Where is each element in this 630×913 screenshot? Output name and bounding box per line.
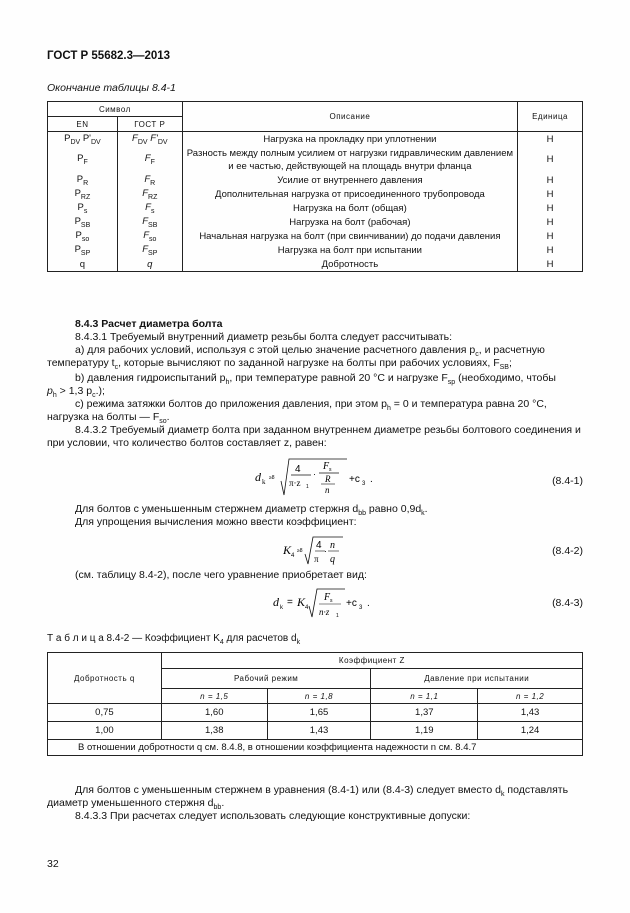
col-en: EN — [48, 117, 118, 132]
page-number: 32 — [47, 858, 59, 870]
col-work: Рабочий режим — [161, 669, 371, 689]
svg-text:k: k — [280, 605, 283, 611]
equation-8-4-3 — [273, 586, 373, 623]
document-header: ГОСТ Р 55682.3—2013 — [47, 50, 171, 62]
col-q: Добротность q — [48, 653, 162, 704]
svg-text:F: F — [323, 461, 330, 472]
table-row: $P_{SP}$ $F_{SP}$ Нагрузка на болт при испытании Н — [48, 243, 583, 257]
svg-text:.: . — [367, 598, 370, 609]
svg-text:.: . — [370, 474, 373, 485]
col-test: Давление при испытании — [371, 669, 583, 689]
paragraph-cont: при условии, что количество болтов составляет z, равен: — [47, 437, 327, 449]
paragraph: 8.4.3.3 При расчетах следует использовать следующие конструктивные допуски: — [75, 810, 471, 822]
table-row: $P_{so}$ $F_{so}$ Начальная нагрузка на болт (при свинчивании) до подачи давления Н — [48, 229, 583, 243]
svg-text:K: K — [283, 543, 292, 557]
svg-text:n: n — [325, 485, 330, 495]
svg-text:4: 4 — [305, 605, 309, 611]
svg-text:1: 1 — [336, 613, 339, 619]
svg-text:4: 4 — [316, 540, 322, 551]
table-row: 1,00 1,38 1,43 1,19 1,24 — [48, 722, 583, 740]
paragraph: а) для рабочих условий, используя с этой целью значение расчетного давления $p_c$, и расчетную — [75, 344, 545, 359]
table-caption: Т а б л и ц а 8.4-2 — Коэффициент $K_4$ для расчетов $d_k$ — [47, 633, 301, 646]
svg-text:d: d — [273, 595, 279, 609]
section-heading: 8.4.3 Расчет диаметра болта — [75, 318, 223, 330]
equation-8-4-2 — [283, 534, 353, 571]
col-coef: Коэффициент Z — [161, 653, 582, 669]
svg-text:·: · — [324, 546, 327, 556]
table-row: q q Добротность Н — [48, 257, 583, 272]
table-row: $P_R$ $F_R$ Усилие от внутреннего давления Н — [48, 173, 583, 187]
col-description: Описание — [182, 102, 517, 132]
equation-number: (8.4-1) — [552, 475, 583, 487]
equation-8-4-1 — [255, 455, 375, 504]
paragraph: 8.4.3.2 Требуемый диаметр болта при заданном внутреннем диаметре резьбы болтового соединения и — [75, 424, 581, 436]
table-note: В отношении добротности q см. 8.4.8, в отношении коэффициента надежности n см. 8.4.7 — [48, 740, 583, 756]
svg-text:R: R — [325, 474, 331, 484]
svg-text:n: n — [330, 540, 335, 551]
paragraph: (см. таблицу 8.4-2), после чего уравнение приобретает вид: — [75, 569, 367, 581]
paragraph: Для болтов с уменьшенным стержнем диаметр стержня $d_{bb}$ равно $0,9d_k$. — [75, 503, 428, 518]
paragraph-cont: $p_h > 1,3$ $p_c$.); — [47, 385, 105, 400]
table-row: $P_F$ $F_F$ Разность между полным усилием от нагрузки гидравлическим давлением и ее частью, действующей на площадь внутри фланца Н — [48, 146, 583, 173]
symbols-table — [47, 101, 583, 272]
paragraph: b) давления гидроиспытаний $p_h$, при температуре равной 20 °С и нагрузке $F_{sp}$ (необходимо, чтобы — [75, 372, 556, 387]
paragraph: 8.4.3.1 Требуемый внутренний диаметр резьбы болта следует рассчитывать: — [75, 331, 453, 343]
svg-text:+c: +c — [349, 474, 360, 485]
equation-number: (8.4-2) — [552, 545, 583, 557]
svg-text:π: π — [314, 554, 319, 564]
svg-text:1: 1 — [306, 484, 309, 490]
svg-text:π·z: π·z — [289, 478, 301, 488]
svg-text:≥8: ≥8 — [269, 475, 275, 481]
paragraph: Для болтов с уменьшенным стержнем в уравнения (8.4-1) или (8.4-3) следует вместо $d_k$ подставлять — [75, 784, 569, 799]
equation-number: (8.4-3) — [552, 597, 583, 609]
coefficient-table: Добротность q Коэффициент Z Рабочий режим Давление при испытании n = 1,5 n = 1,8 n = 1,1 n = 1,2 0,75 1,60 1,65 1,37 1,43 1,00 1,38 1,43 1,19 1,24 В отношении добротности q см. 8.4.8, в отношении коэффициента надежности n см. 8.4.7 — [47, 652, 583, 756]
col-symbol: Символ — [48, 102, 183, 117]
svg-text:3: 3 — [362, 481, 366, 487]
svg-text:n·z: n·z — [319, 607, 330, 617]
paragraph-cont: диаметр уменьшенного стержня $d_{bb}$. — [47, 797, 225, 812]
table-row: 0,75 1,60 1,65 1,37 1,43 — [48, 704, 583, 722]
table-row: $P_{SB}$ $F_{SB}$ Нагрузка на болт (рабочая) Н — [48, 215, 583, 229]
col-unit: Единица — [518, 102, 583, 132]
svg-text:≥8: ≥8 — [297, 548, 303, 554]
svg-text:K: K — [297, 595, 306, 609]
svg-text:F: F — [324, 592, 331, 603]
svg-text:d: d — [255, 470, 261, 484]
svg-text:+c: +c — [346, 598, 357, 609]
svg-text:s: s — [330, 598, 333, 604]
paragraph: Для упрощения вычисления можно ввести коэффициент: — [75, 516, 357, 528]
svg-text:·: · — [313, 469, 316, 479]
table-row: $P_s$ $F_s$ Нагрузка на болт (общая) Н — [48, 201, 583, 215]
table-caption: Окончание таблицы 8.4-1 — [47, 82, 176, 94]
table-row: $P_{DV}$ $P'_{DV}$ $F_{DV}$ $F'_{DV}$ Нагрузка на прокладку при уплотнении Н — [48, 132, 583, 147]
svg-text:4: 4 — [291, 553, 295, 559]
svg-text:4: 4 — [295, 464, 301, 475]
svg-text:=: = — [287, 597, 293, 608]
svg-text:q: q — [330, 554, 335, 565]
svg-text:s: s — [329, 467, 332, 473]
col-gost: ГОСТ Р — [117, 117, 182, 132]
svg-text:k: k — [262, 478, 266, 486]
paragraph-cont: температуру $t_c$, которые вычисляют по заданной нагрузке на болты при рабочих условиях, $F_{SB}$; — [47, 357, 512, 372]
paragraph-cont: нагрузка на болты — $F_{so}$. — [47, 411, 170, 426]
table-row: $P_{RZ}$ $F_{RZ}$ Дополнительная нагрузка от присоединенного трубопровода Н — [48, 187, 583, 201]
svg-text:3: 3 — [359, 605, 363, 611]
paragraph: c) режима затяжки болтов до приложения давления, при этом $p_h = 0$ и температура равна 20 °С, — [75, 398, 547, 413]
